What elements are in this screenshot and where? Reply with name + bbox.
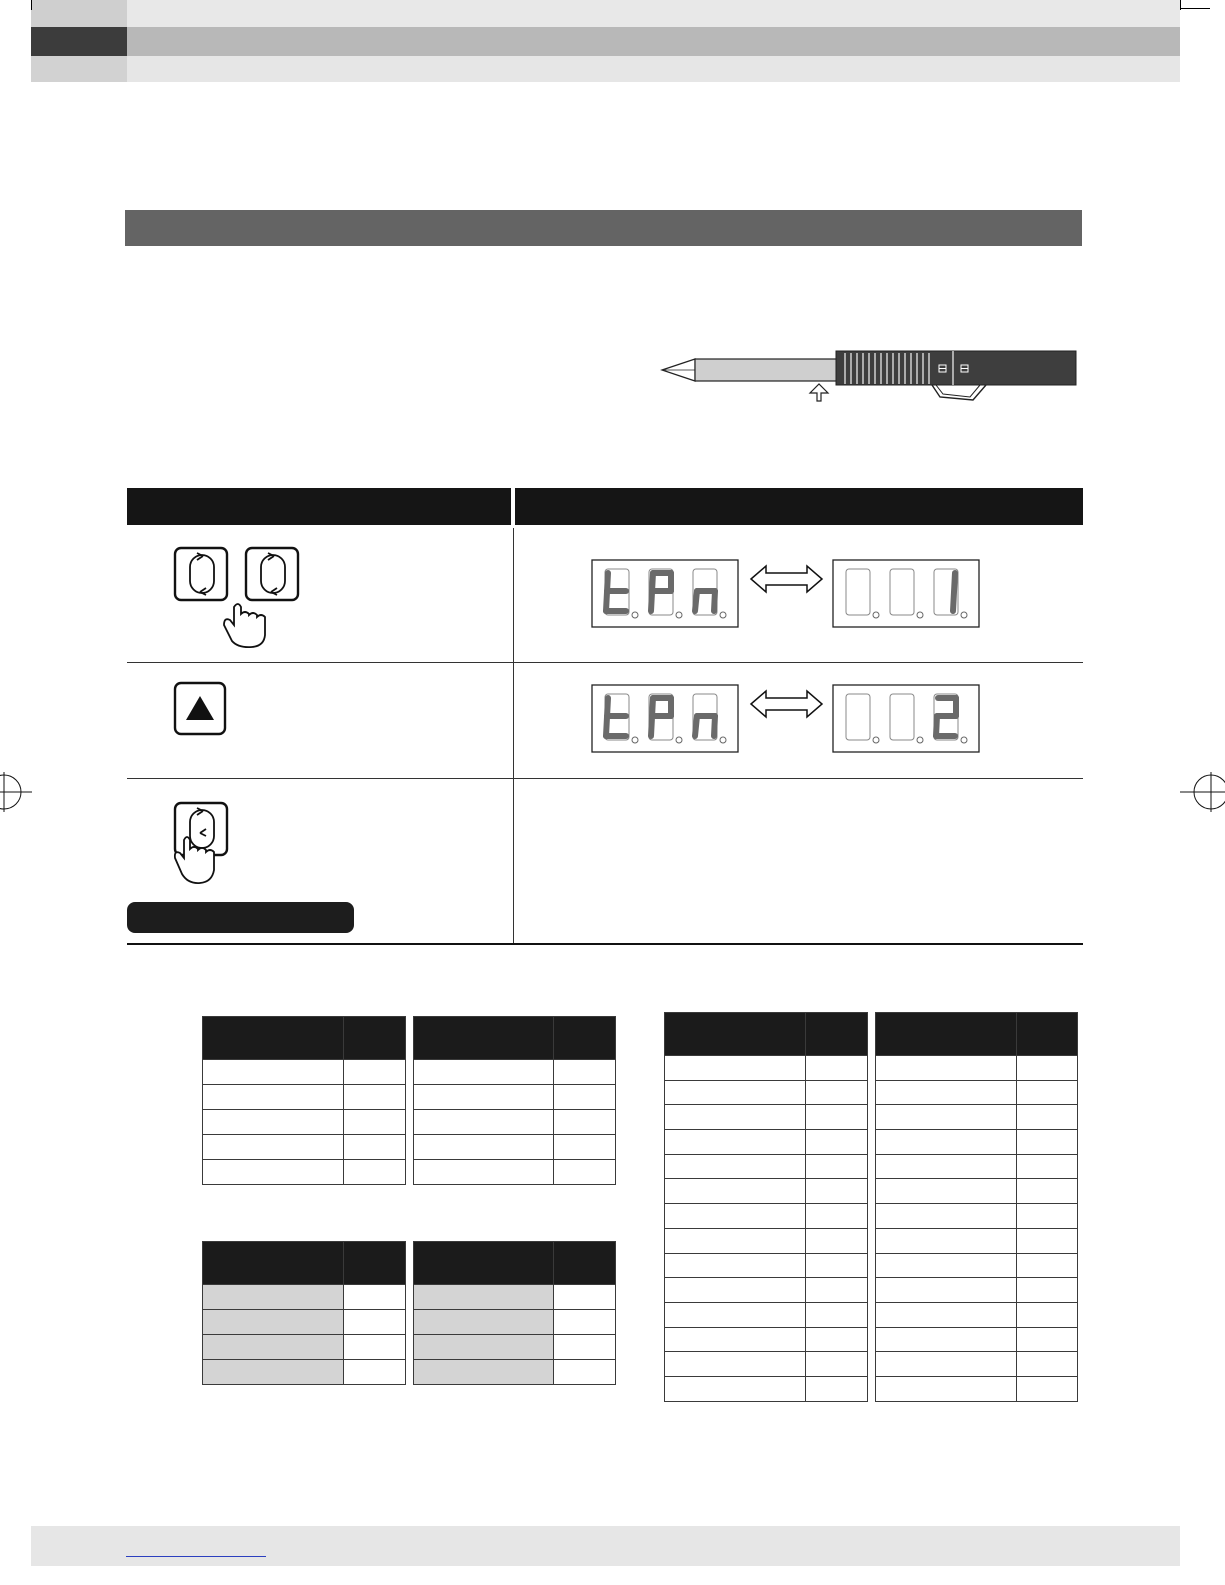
spec-table-b [413, 1016, 616, 1185]
display-sequence-row2 [591, 684, 983, 756]
table-row [665, 1278, 868, 1303]
table-row [203, 1110, 406, 1135]
table-row [876, 1278, 1078, 1303]
table-row [876, 1105, 1078, 1130]
table-row [665, 1253, 868, 1278]
note-label-pill [127, 902, 354, 933]
table-header-cell [414, 1017, 554, 1060]
table-row [876, 1056, 1078, 1081]
table-header-cell [203, 1017, 344, 1060]
table-row [203, 1360, 406, 1385]
table-row [414, 1135, 616, 1160]
table-row [203, 1310, 406, 1335]
header-band-top [31, 0, 1180, 27]
table-header-cell [876, 1013, 1017, 1056]
table-row [665, 1352, 868, 1377]
rotate-key[interactable] [171, 548, 172, 549]
table-header-cell [344, 1017, 406, 1060]
procedure-bottom-rule [127, 943, 1083, 945]
table-row [665, 1376, 868, 1401]
spec-table-e [664, 1012, 868, 1402]
table-row [665, 1179, 868, 1204]
header-tab-dark [31, 27, 127, 56]
registration-mark-left [0, 770, 40, 814]
table-row [414, 1360, 616, 1385]
rotate-key-pressed[interactable] [172, 800, 232, 888]
table-row [665, 1130, 868, 1155]
header-band-middle [31, 27, 1180, 56]
table-row [876, 1154, 1078, 1179]
header-tab-top [31, 0, 127, 27]
table-row [665, 1105, 868, 1130]
display-sequence-row1 [591, 559, 983, 631]
table-row [665, 1228, 868, 1253]
table-row [414, 1085, 616, 1110]
table-row [203, 1135, 406, 1160]
table-row [665, 1302, 868, 1327]
table-header-cell [665, 1013, 806, 1056]
table-row [665, 1080, 868, 1105]
table-row [876, 1228, 1078, 1253]
spec-table-a [202, 1016, 406, 1185]
table-row [665, 1154, 868, 1179]
table-header-cell [806, 1013, 868, 1056]
footer-link-underline[interactable] [126, 1556, 266, 1557]
table-row [414, 1285, 616, 1310]
table-row [203, 1085, 406, 1110]
table-row [203, 1285, 406, 1310]
table-header-cell [203, 1242, 344, 1285]
up-key[interactable] [172, 680, 230, 738]
table-header-cell [554, 1242, 616, 1285]
procedure-header-display [515, 488, 1083, 525]
table-row [414, 1310, 616, 1335]
table-row [203, 1060, 406, 1085]
table-row [665, 1327, 868, 1352]
table-row [203, 1335, 406, 1360]
section-title-bar [125, 210, 1082, 246]
table-row [876, 1376, 1078, 1401]
rotate-keys-pressed-together [172, 545, 304, 651]
spec-table-c [202, 1241, 406, 1385]
registration-mark-right [1180, 770, 1225, 814]
spec-table-f [875, 1012, 1078, 1402]
crop-mark [1180, 8, 1210, 9]
table-row [876, 1327, 1078, 1352]
crop-mark [31, 0, 32, 10]
soldering-iron-illustration [655, 345, 1080, 407]
table-header-cell [1017, 1013, 1078, 1056]
table-row [876, 1302, 1078, 1327]
table-row [414, 1110, 616, 1135]
table-row [876, 1130, 1078, 1155]
header-tab-bottom [31, 56, 127, 82]
procedure-header-operation [127, 488, 511, 525]
table-row [876, 1179, 1078, 1204]
table-row [414, 1335, 616, 1360]
table-header-cell [554, 1017, 616, 1060]
table-row [876, 1352, 1078, 1377]
table-row [876, 1253, 1078, 1278]
table-row [414, 1160, 616, 1185]
table-row [414, 1060, 616, 1085]
table-row [876, 1204, 1078, 1229]
table-row [665, 1056, 868, 1081]
footer-band [31, 1526, 1180, 1566]
table-row [665, 1204, 868, 1229]
procedure-row-divider [127, 778, 1083, 779]
table-header-cell [344, 1242, 406, 1285]
table-header-cell [414, 1242, 554, 1285]
table-row [876, 1080, 1078, 1105]
spec-table-d [413, 1241, 616, 1385]
table-row [203, 1160, 406, 1185]
procedure-column-divider [513, 528, 514, 943]
procedure-row-divider [127, 662, 1083, 663]
header-band-bottom [31, 56, 1180, 82]
